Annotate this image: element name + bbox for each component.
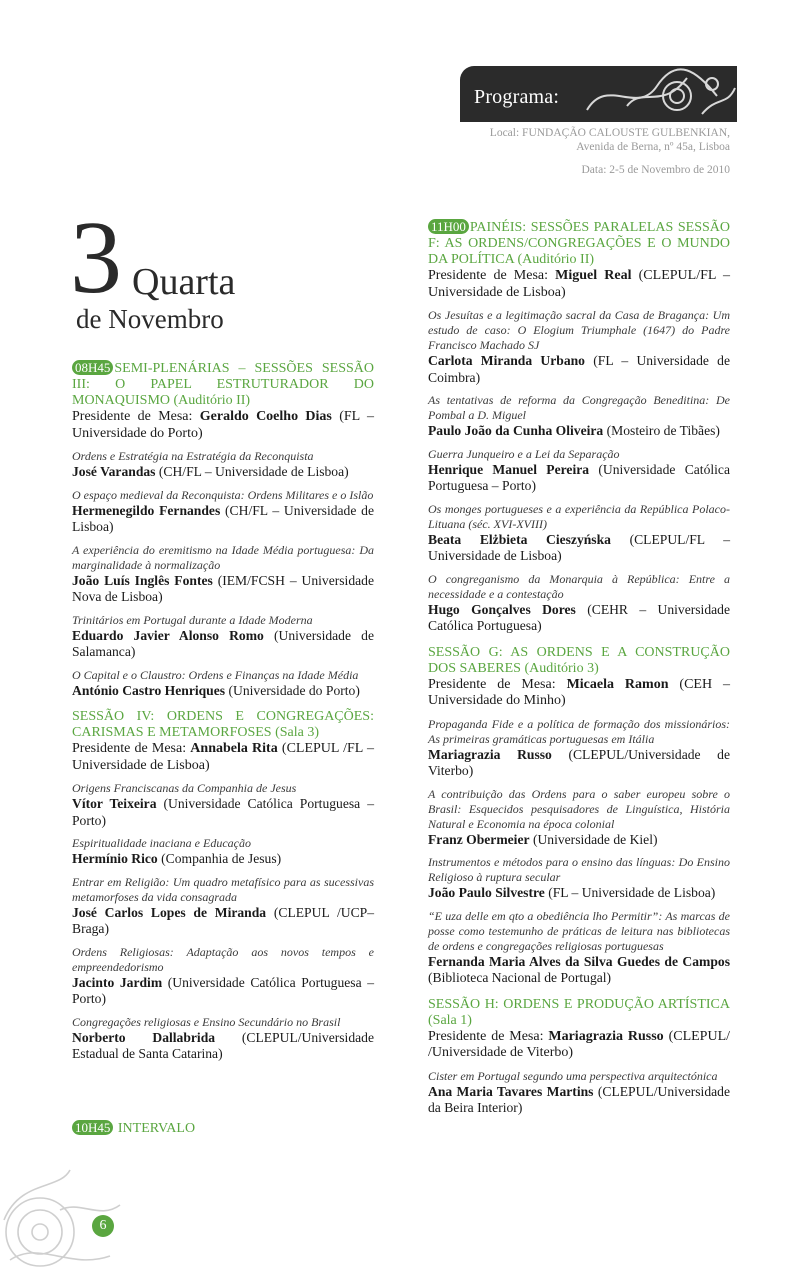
talk bbox=[72, 449, 374, 481]
speaker-affil: (FL – Universidade de Coimbra) bbox=[428, 353, 731, 385]
talk-title: Ordens e Estratégia na Estratégia da Reconquista bbox=[72, 449, 314, 463]
talk-title: Propaganda Fide e a política de formação dos missionários: As primeiras gramáticas portuguesas em Itália bbox=[428, 716, 730, 746]
talk bbox=[428, 909, 730, 987]
talk bbox=[72, 836, 374, 868]
program-banner bbox=[460, 66, 737, 122]
speaker-affil: (Universidade Católica Portuguesa – Porto) bbox=[72, 796, 374, 828]
speaker-affil: (Mosteiro de Tibães) bbox=[606, 423, 720, 438]
talk bbox=[428, 308, 730, 386]
speaker-name: Vítor Teixeira bbox=[72, 796, 157, 811]
speaker-name: Ana Maria Tavares Martins bbox=[428, 1083, 594, 1099]
talk-title: Cister em Portugal segundo uma perspectiva arquitectónica bbox=[428, 1068, 718, 1083]
speaker-affil: (CH/FL – Universidade de Lisboa) bbox=[72, 502, 374, 534]
talk bbox=[428, 502, 730, 565]
speaker-name: Hugo Gonçalves Dores bbox=[428, 601, 576, 617]
chair-name: Miguel Real bbox=[555, 268, 632, 283]
page-number: 6 bbox=[92, 1215, 114, 1237]
day-number: 3 bbox=[70, 200, 122, 315]
session-g bbox=[428, 645, 730, 987]
session-iv bbox=[72, 709, 374, 1063]
talk-title: Congregações religiosas e Ensino Secundário no Brasil bbox=[72, 1014, 341, 1029]
speaker-name: Franz Obermeier bbox=[428, 831, 530, 847]
chair-name: Micaela Ramon bbox=[566, 676, 669, 692]
speaker-name: Beata Elżbieta Cieszyńska bbox=[428, 531, 611, 547]
talk-title: O congreganismo da Monarquia à República: Entre a necessidade e a contestação bbox=[428, 571, 730, 601]
interval-label: INTERVALO bbox=[117, 1121, 196, 1136]
session-heading bbox=[428, 219, 730, 268]
talk bbox=[428, 393, 730, 440]
speaker-affil: (CLEPUL/Universidade da Beira Interior) bbox=[428, 1083, 730, 1115]
talk bbox=[72, 668, 374, 700]
time-badge: 10H45 bbox=[72, 1120, 113, 1135]
talk-title: Guerra Junqueiro e a Lei da Separação bbox=[428, 446, 620, 461]
speaker-affil: (Universidade Católica Portuguesa – Porto) bbox=[72, 974, 374, 1006]
talk-title: Trinitários em Portugal durante a Idade Moderna bbox=[72, 612, 313, 627]
talk-title: “E uza delle em qto a obediência lho Permitir”: As marcas de posse como testemunho de práticas de leitura nas bibliotecas de ordens e congregações religiosas portuguesas bbox=[428, 908, 730, 953]
speaker-name: Norberto Dallabrida bbox=[72, 1029, 216, 1045]
talk bbox=[428, 572, 730, 635]
speaker-affil: (Universidade do Porto) bbox=[228, 682, 360, 698]
talk bbox=[72, 945, 374, 1008]
speaker-name: João Luís Inglês Fontes bbox=[72, 572, 213, 588]
speaker-name: Eduardo Javier Alonso Romo bbox=[72, 627, 264, 643]
speaker-name: José Carlos Lopes de Miranda bbox=[72, 904, 267, 920]
talk bbox=[72, 488, 374, 536]
talk-title: Os Jesuítas e a legitimação sacral da Casa de Bragança: Um estudo de caso: O Elogium Triumphale (1647) do Padre Francisco Machado SJ bbox=[428, 308, 730, 352]
speaker-name: António Castro Henriques bbox=[72, 682, 226, 698]
speaker-affil: (CEHR – Universidade Católica Portuguesa) bbox=[428, 601, 730, 633]
speaker-name: Paulo João da Cunha Oliveira bbox=[428, 423, 604, 438]
speaker-affil: (FL – Universidade de Lisboa) bbox=[548, 885, 716, 900]
time-badge: 11H00 bbox=[428, 219, 469, 234]
session-h bbox=[428, 997, 730, 1117]
talk-title: As tentativas de reforma da Congregação Beneditina: De Pombal a D. Miguel bbox=[428, 393, 730, 422]
speaker-affil: (IEM/FCSH – Universidade Nova de Lisboa) bbox=[72, 572, 374, 604]
talk bbox=[428, 717, 730, 780]
session-heading bbox=[72, 360, 374, 409]
session-title: SESSÃO H: ORDENS E PRODUÇÃO ARTÍSTICA (Sala 1) bbox=[428, 996, 730, 1028]
speaker-affil: (Universidade de Salamanca) bbox=[72, 627, 374, 659]
chair: Presidente de Mesa: Micaela Ramon (CEH – Universidade do Minho) bbox=[428, 676, 731, 708]
speaker-affil: (CLEPUL/FL – Universidade de Lisboa) bbox=[428, 531, 730, 563]
speaker-affil: (CLEPUL /UCP– Braga) bbox=[72, 904, 374, 936]
chair-name: Annabela Rita bbox=[190, 741, 278, 756]
talk-title: O espaço medieval da Reconquista: Ordens Militares e o Islão bbox=[72, 487, 374, 502]
talk-title: Instrumentos e métodos para o ensino das línguas: Do Ensino Religioso à ruptura secular bbox=[428, 855, 730, 884]
speaker-name: Hermenegildo Fernandes bbox=[72, 502, 221, 518]
speaker-name: José Varandas bbox=[72, 464, 156, 479]
speaker-affil: (Companhia de Jesus) bbox=[161, 851, 282, 866]
speaker-name: Jacinto Jardim bbox=[72, 974, 163, 990]
speaker-affil: (Universidade de Kiel) bbox=[532, 831, 658, 847]
chair: Presidente de Mesa: Geraldo Coelho Dias (FL – Universidade do Porto) bbox=[72, 409, 375, 441]
talk-title: Espiritualidade inaciana e Educação bbox=[72, 836, 251, 850]
talk bbox=[72, 543, 374, 606]
speaker-affil: (Universidade Católica Portuguesa – Porto) bbox=[428, 461, 730, 493]
talk bbox=[72, 781, 374, 829]
talk bbox=[428, 447, 730, 495]
banner-ornament-icon bbox=[567, 66, 737, 122]
speaker-name: Carlota Miranda Urbano bbox=[428, 353, 585, 368]
talk bbox=[428, 855, 730, 902]
talk bbox=[72, 875, 374, 938]
banner-title: Programa: bbox=[474, 86, 560, 108]
session-title: SESSÃO G: AS ORDENS E A CONSTRUÇÃO DOS SABERES (Auditório 3) bbox=[428, 644, 730, 676]
chair: Presidente de Mesa: Miguel Real (CLEPUL/FL – Universidade de Lisboa) bbox=[428, 268, 731, 300]
speaker-affil: (CLEPUL/Universidade de Viterbo) bbox=[428, 746, 730, 778]
venue-line-2: Avenida de Berna, nº 45a, Lisboa bbox=[576, 141, 730, 153]
talk-title: Os monges portugueses e a experiência da República Polaco-Lituana (séc. XVI-XVIII) bbox=[428, 501, 730, 531]
speaker-affil: (CH/FL – Universidade de Lisboa) bbox=[158, 464, 349, 479]
speaker-affil: (Biblioteca Nacional de Portugal) bbox=[428, 970, 612, 985]
talk bbox=[72, 1015, 374, 1063]
event-dates: Data: 2-5 de Novembro de 2010 bbox=[581, 164, 730, 176]
chair-name: Geraldo Coelho Dias bbox=[199, 409, 332, 424]
speaker-name: Fernanda Maria Alves da Silva Guedes de Campos bbox=[428, 953, 730, 969]
talk bbox=[72, 613, 374, 661]
month: de Novembro bbox=[76, 304, 224, 334]
speaker-name: Hermínio Rico bbox=[72, 851, 158, 866]
talk-title: O Capital e o Claustro: Ordens e Finanças na Idade Média bbox=[72, 667, 359, 682]
speaker-name: João Paulo Silvestre bbox=[428, 885, 545, 900]
left-column bbox=[72, 360, 374, 1073]
right-column bbox=[428, 219, 730, 1127]
talk-title: Origens Franciscanas da Companhia de Jesus bbox=[72, 781, 297, 795]
corner-ornament-icon bbox=[0, 1160, 130, 1272]
speaker-name: Henrique Manuel Pereira bbox=[428, 461, 590, 477]
time-badge: 08H45 bbox=[72, 360, 113, 375]
chair: Presidente de Mesa: Mariagrazia Russo (CLEPUL/ /Universidade de Viterbo) bbox=[428, 1028, 731, 1060]
session-title: SEMI-PLENÁRIAS – SESSÕES SESSÃO III: O PAPEL ESTRUTURADOR DO MONAQUISMO (Auditório II) bbox=[72, 361, 374, 408]
venue-line-1: Local: FUNDAÇÃO CALOUSTE GULBENKIAN, bbox=[489, 127, 730, 139]
talk bbox=[428, 787, 730, 849]
talk-title: A experiência do eremitismo na Idade Média portuguesa: Da marginalidade à normalização bbox=[72, 542, 374, 572]
venue bbox=[490, 126, 730, 154]
speaker-affil: (CLEPUL/Universidade Estadual de Santa Catarina) bbox=[72, 1029, 374, 1061]
session-title: PAINÉIS: SESSÕES PARALELAS SESSÃO F: AS ORDENS/CONGREGAÇÕES E O MUNDO DA POLÍTICA (Auditório II) bbox=[428, 220, 730, 267]
chair: Presidente de Mesa: Annabela Rita (CLEPUL /FL – Universidade de Lisboa) bbox=[72, 741, 375, 773]
session-semi-plenary bbox=[72, 360, 374, 699]
talk-title: A contribuição das Ordens para o saber europeu sobre o Brasil: Esquecidos pesquisadores de Linguística, História Natural e Economia na época colonial bbox=[428, 786, 730, 831]
talk bbox=[428, 1069, 730, 1117]
weekday: Quarta bbox=[132, 261, 236, 303]
session-title: SESSÃO IV: ORDENS E CONGREGAÇÕES: CARISMAS E METAMORFOSES (Sala 3) bbox=[72, 709, 374, 740]
interval bbox=[72, 1120, 195, 1137]
talk-title: Ordens Religiosas: Adaptação aos novos tempos e empreendedorismo bbox=[72, 944, 374, 974]
talk-title: Entrar em Religião: Um quadro metafísico para as sucessivas metamorfoses da vida consagrada bbox=[72, 874, 374, 904]
speaker-name: Mariagrazia Russo bbox=[428, 746, 552, 762]
chair-name: Mariagrazia Russo bbox=[548, 1028, 664, 1044]
session-f bbox=[428, 219, 730, 635]
